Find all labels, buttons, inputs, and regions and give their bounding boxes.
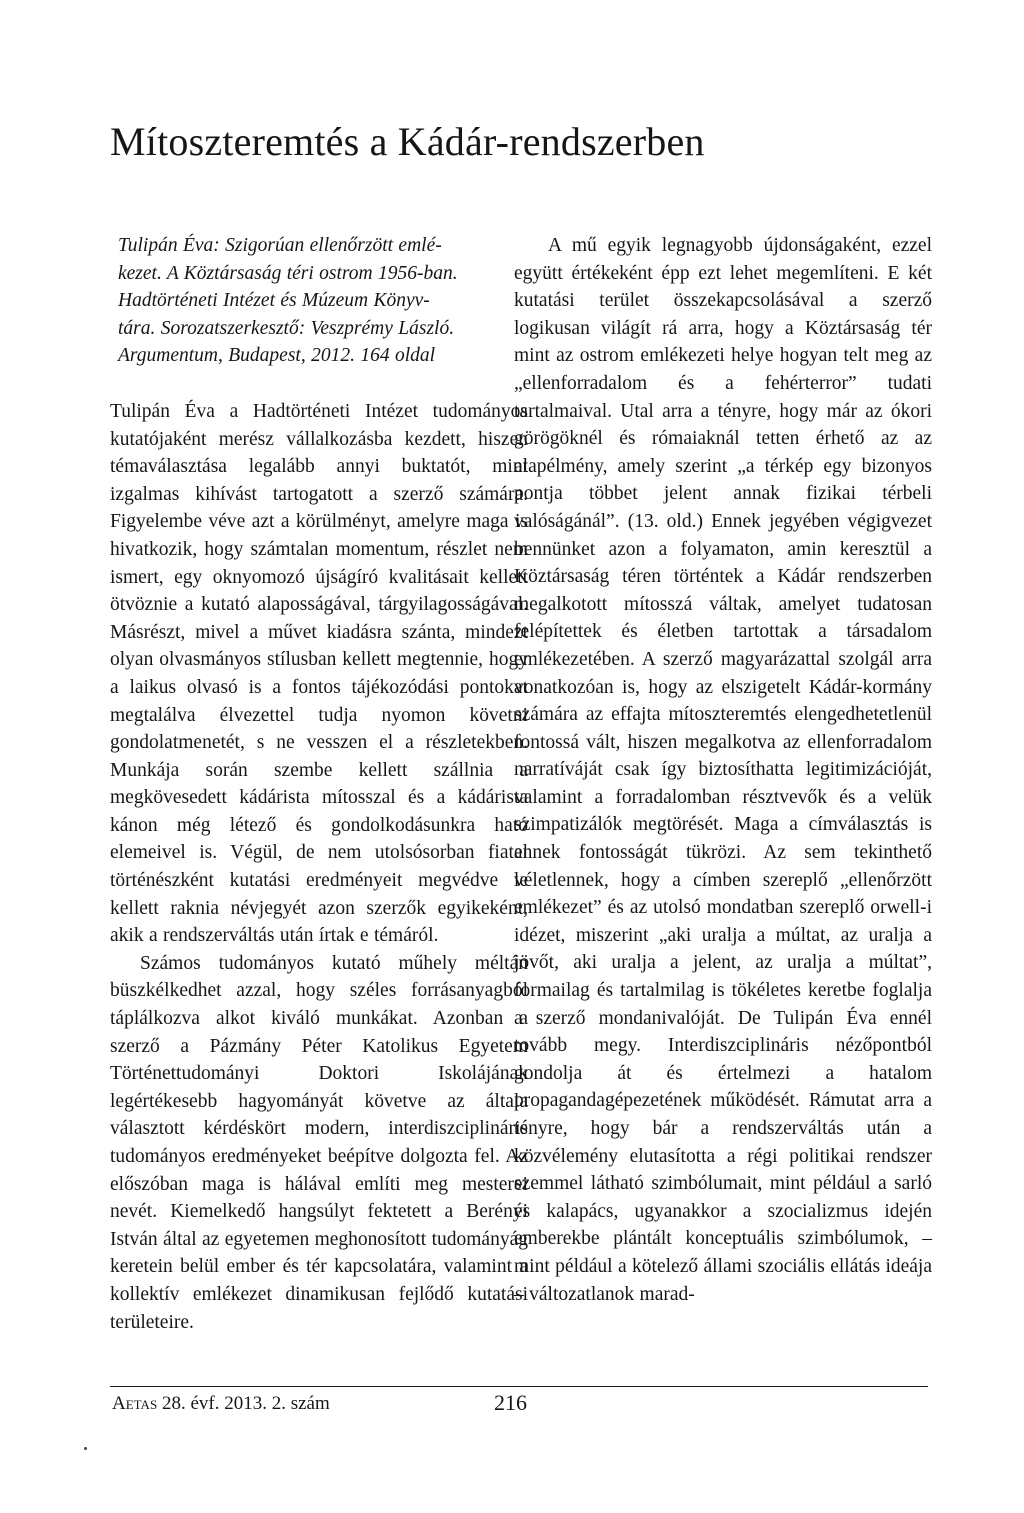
bibliography-line: Hadtörténeti Intézet és Múzeum Könyv- bbox=[118, 290, 430, 312]
bibliography-line: tára. Sorozatszerkesztő: Veszprémy László. bbox=[118, 317, 455, 339]
bibliography-line: Argumentum, Budapest, 2012. 164 oldal bbox=[118, 345, 436, 367]
right-column bbox=[514, 232, 932, 1308]
bibliography-line: kezet. A Köztársaság téri ostrom 1956-ban. bbox=[118, 262, 458, 284]
left-column bbox=[110, 232, 528, 1336]
footer-rule bbox=[110, 1386, 928, 1387]
scan-speck bbox=[84, 1447, 87, 1450]
page-number: 216 bbox=[494, 1390, 527, 1415]
body-paragraph-1: Tulipán Éva a Hadtörténeti Intézet tudományos kutatójaként merész vállalkozásba kezdett, hiszen témaválasztása legalább annyi buktatót, mint izgalmas kihívást tartogatott a szerző számára. Figyelembe véve azt a körülményt, amelyre maga is hivatkozik, hogy számtalan momentum, részlet nem ismert, egy oknyomozó újságíró kvalitásait kellett ötvöznie a kutató alaposságával, tárgyilagosságával. Másrészt, mivel a művet kiadásra szánta, mindezt olyan olvasmányos stílusban kellett megtennie, hogy a laikus olvasó is a fontos tájékozódási pontokat megtalálva élvezettel tudja nyomon követni gondolatmenetét, s ne vesszen el a részletekben. Munkája során szembe kellett szállnia a megkövesedett kádárista mítosszal és a kádárista kánon még létező és gondolkodásunkra ható elemeivel is. Végül, de nem utolsósorban fiatal történészként kutatási eredményeit megvédve le kellett raknia névjegyét azon szerzők egyikeként, akik a rendszerváltás után írtak e témáról. bbox=[110, 400, 528, 947]
review-bibliography bbox=[110, 232, 528, 370]
body-paragraph-2: Számos tudományos kutató műhely méltán büszkélkedhet azzal, hogy széles forrásanyagból táplálkozva alkot kiváló munkákat. Azonban a szerző a Pázmány Péter Katolikus Egyetem Történettudományi Doktori Iskolájának legértékesebb hagyományát követve az általa választott kérdéskört modern, interdiszciplináris tudományos eredményeket beépítve dolgozta fel. Az előszóban maga is hálával említi meg mesterei nevét. Kiemelkedő hangsúlyt fektetett a Berényi István által az egyetemen meghonosított tudományág keretein belül ember és tér kapcsolatára, valamint a kollektív emlékezet dinamikusan fejlődő kutatási területeire. bbox=[110, 952, 528, 1333]
journal-info bbox=[112, 1393, 330, 1415]
bibliography-line: Tulipán Éva: Szigorúan ellenőrzött emlé- bbox=[118, 235, 442, 256]
body-paragraph-3: A mű egyik legnagyobb újdonságaként, ezzel együtt értékeként épp ezt lehet megemlíteni. E két kutatási terület összekapcsolásával a szerző logikusan világít rá arra, hogy a Köztársaság tér mint az ostrom emlékezeti helye hogyan telt meg az „ellenforradalom és a fehérterror” tudati tartalmaival. Utal arra a tényre, hogy már az ókori görögöknél és rómaiaknál tetten érhető az az alapélmény, amely szerint „a térkép egy bizonyos pontja többet jelent annak fizikai térbeli valóságánál”. (13. old.) Ennek jegyében végigvezet bennünket azon a folyamaton, amin keresztül a Köztársaság téren történtek a Kádár rendszerben megalkotott mítosszá váltak, amelyet tudatosan felépítettek és életben tartottak a társadalom emlékezetében. A szerző magyarázattal szolgál arra vonatkozóan is, hogy az elszigetelt Kádár-kormány számára az effajta mítoszteremtés elengedhetetlenül fontossá vált, hiszen megalkotva az ellenforradalom narratíváját csak így biztosíthatta legitimizációját, valamint a forradalomban résztvevők és a velük szimpatizálók megtörését. Maga a címválasztás is ennek fontosságát tükrözi. Az sem tekinthető véletlennek, hogy a címben szereplő „ellenőrzött emlékezet” és az utolsó mondatban szereplő orwell-i idézet, miszerint „aki uralja a múltat, az uralja a jövőt, aki uralja a jelent, az uralja a múltat”, formailag és tartalmilag is tökéletes keretbe foglalja a szerző mondanivalóját. De Tulipán Éva ennél tovább megy. Interdiszciplináris nézőpontból gondolja át és értelmezi a hatalom propagandagépezetének működését. Rámutat arra a tényre, hogy bár a rendszerváltás után a közvélemény elutasította a régi politikai rendszer szemmel látható szimbólumait, mint például a sarló és kalapács, ugyanakkor a szocializmus idején emberekbe plántált konceptuális szimbólumok, – mint például a kötelező állami szociális ellátás ideája – változatlanok marad- bbox=[514, 235, 932, 1305]
journal-name: Aetas bbox=[112, 1393, 158, 1414]
page-title: Mítoszteremtés a Kádár-rendszerben bbox=[110, 119, 705, 164]
journal-issue: 28. évf. 2013. 2. szám bbox=[161, 1393, 330, 1414]
